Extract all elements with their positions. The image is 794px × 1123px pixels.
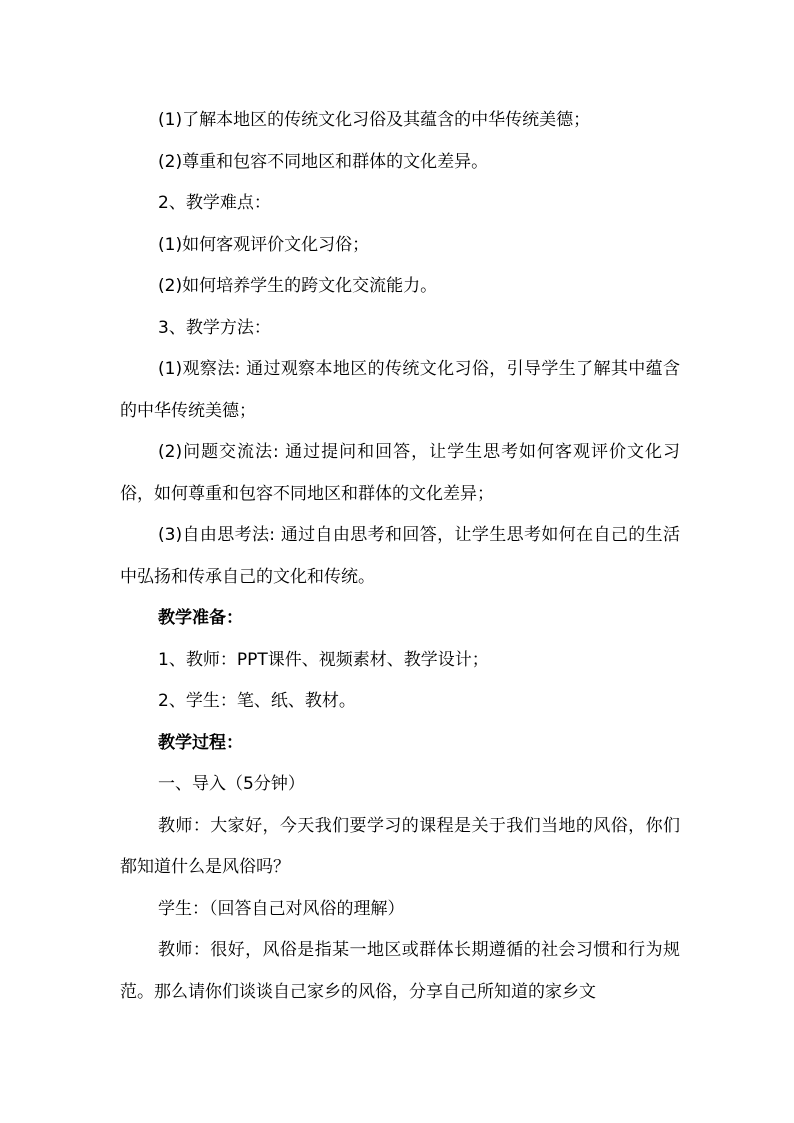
process-introduction: 一、导入（5分钟）	[158, 774, 305, 794]
heading-teaching-process: 教学过程：	[158, 732, 243, 753]
dialogue-student-1: 学生：（回答自己对风俗的理解）	[158, 898, 405, 919]
method-free-thinking: (3)自由思考法: 通过自由思考和回答，让学生思考如何在自己的生活中弘扬和传承自己的文化和传统。	[120, 525, 680, 587]
preparation-teacher: 1、教师：PPT课件、视频素材、教学设计；	[158, 649, 489, 670]
difficulty-1: (1)如何客观评价文化习俗；	[158, 234, 370, 255]
method-observation: (1)观察法: 通过观察本地区的传统文化习俗，引导学生了解其中蕴含的中华传统美德；	[120, 359, 680, 421]
heading-teaching-preparation: 教学准备：	[158, 608, 243, 628]
objective-2: (2)尊重和包容不同地区和群体的文化差异。	[158, 151, 489, 172]
preparation-student: 2、学生：笔、纸、教材。	[158, 691, 356, 711]
objective-1: (1)了解本地区的传统文化习俗及其蕴含的中华传统美德；	[158, 110, 591, 130]
method-question-exchange: (2)问题交流法: 通过提问和回答，让学生思考如何客观评价文化习俗，如何尊重和包容不同地区和群体的文化差异；	[120, 442, 680, 504]
heading-teaching-difficulties: 2、教学难点：	[158, 193, 271, 213]
dialogue-teacher-1: 教师：大家好，今天我们要学习的课程是关于我们当地的风俗，你们都知道什么是风俗吗？	[120, 815, 680, 877]
difficulty-2: (2)如何培养学生的跨文化交流能力。	[158, 276, 438, 296]
dialogue-teacher-2: 教师：很好，风俗是指某一地区或群体长期遵循的社会习惯和行为规范。那么请你们谈谈自己家乡的风俗，分享自己所知道的家乡文	[120, 940, 680, 1002]
document-body	[120, 100, 680, 1013]
heading-teaching-methods: 3、教学方法：	[158, 317, 271, 338]
